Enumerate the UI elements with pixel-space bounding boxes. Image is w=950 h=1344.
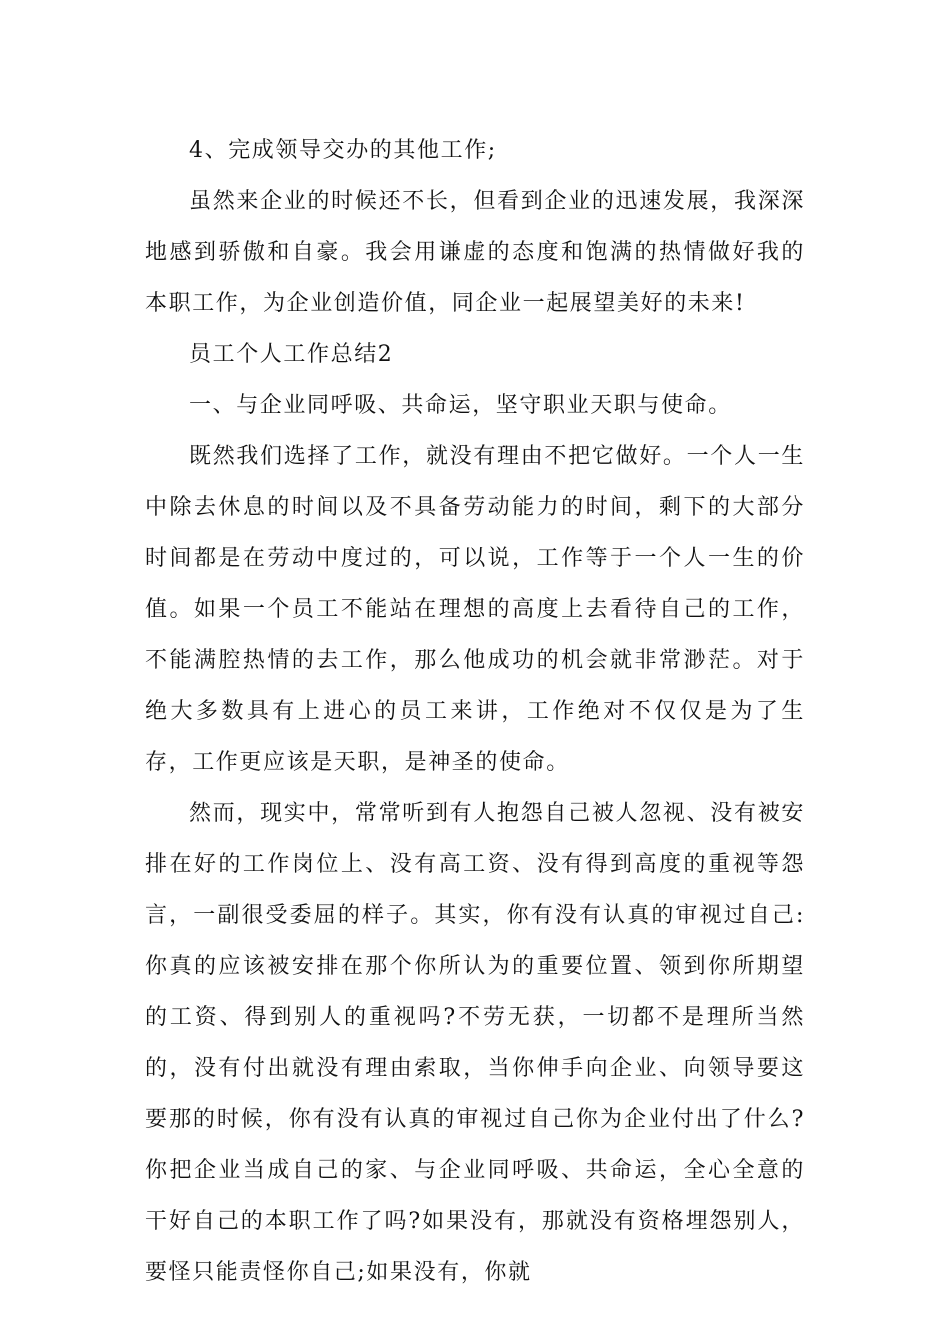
section-heading-summary-2: 员工个人工作总结2: [189, 342, 394, 367]
paragraph-task-item-4: 4、完成领导交办的其他工作;: [189, 138, 497, 163]
subheading-point-1: 一、与企业同呼吸、共命运，坚守职业天职与使命。: [189, 393, 732, 418]
paragraph-complaints: 然而，现实中，常常听到有人抱怨自己被人忽视、没有被安排在好的工作岗位上、没有高工资、没有得到高度的重视等怨言，一副很受委屈的样子。其实，你有没有认真的审视过自己:你真的应该被安排在那个你所认为的重要位置、领到你所期望的工资、得到别人的重视吗?不劳无获，一切都不是理所当然的，没有付出就没有理由索取，当你伸手向企业、向领导要这要那的时候，你有没有认真的审视过自己你为企业付出了什么?你把企业当成自己的家、与企业同呼吸、共命运，全心全意的干好自己的本职工作了吗?如果没有，那就没有资格埋怨别人，要怪只能责怪你自己;如果没有，你就: [145, 801, 805, 1285]
paragraph-work-value: 既然我们选择了工作，就没有理由不把它做好。一个人一生中除去休息的时间以及不具备劳动能力的时间，剩下的大部分时间都是在劳动中度过的，可以说，工作等于一个人一生的价值。如果一个员工不能站在理想的高度上去看待自己的工作，不能满腔热情的去工作，那么他成功的机会就非常渺茫。对于绝大多数具有上进心的员工来讲，工作绝对不仅仅是为了生存，工作更应该是天职，是神圣的使命。: [145, 444, 805, 775]
paragraph-closing-statement: 虽然来企业的时候还不长，但看到企业的迅速发展，我深深地感到骄傲和自豪。我会用谦虚的态度和饱满的热情做好我的本职工作，为企业创造价值，同企业一起展望美好的未来!: [145, 189, 805, 316]
document-body: [145, 125, 805, 1298]
